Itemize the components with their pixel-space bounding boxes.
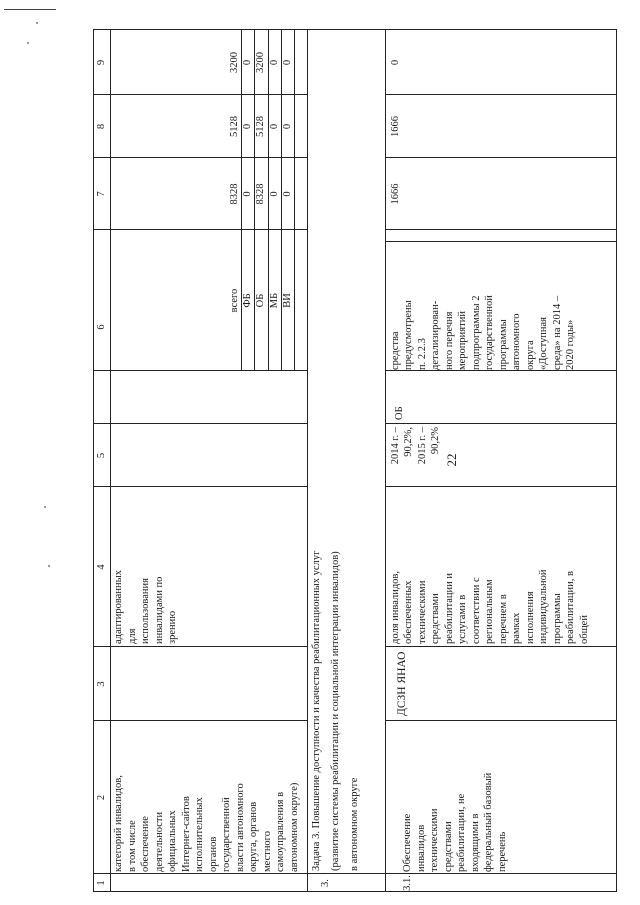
cell-text: общей bbox=[579, 615, 590, 644]
funding-value: 3200 bbox=[229, 52, 240, 73]
col-rule bbox=[93, 873, 617, 874]
cell-text: инвалидами по bbox=[154, 576, 165, 644]
header-col-5: 5 bbox=[96, 452, 107, 459]
header-col-4: 4 bbox=[96, 564, 107, 570]
page-number: 22 bbox=[444, 453, 459, 467]
cell-text: среда» на 2014 – bbox=[552, 295, 563, 370]
funding-value: 0 bbox=[390, 59, 401, 66]
col-rule bbox=[385, 423, 617, 424]
col-rule bbox=[93, 720, 307, 721]
cell-text: обеспеченных bbox=[403, 580, 414, 644]
cell-text: Интернет-сайтов bbox=[181, 796, 192, 872]
cell-text: государственной bbox=[484, 295, 495, 370]
cell-text: автономном округе) bbox=[289, 782, 300, 872]
funding-value: 5128 bbox=[229, 116, 240, 137]
cell-text: органов bbox=[208, 836, 219, 872]
cell-text: 2020 годы» bbox=[565, 319, 576, 370]
funding-value: 0 bbox=[242, 191, 253, 197]
funding-value: 0 bbox=[282, 191, 293, 197]
cell-text: исполнительных bbox=[194, 797, 205, 872]
cell-text: перечнем в bbox=[498, 594, 509, 644]
funding-value: 0 bbox=[282, 123, 293, 130]
cell-text: округа, органов bbox=[248, 801, 259, 872]
header-rule bbox=[4, 9, 56, 10]
cell-text: подпрограммы 2 bbox=[471, 295, 482, 370]
funding-value: 1666 bbox=[390, 183, 401, 205]
task-number: 3. bbox=[320, 879, 331, 887]
cell-text: предусмотрены bbox=[403, 300, 414, 370]
cell-text: перечень bbox=[497, 831, 508, 872]
funding-value: 5128 bbox=[255, 116, 266, 137]
header-col-7: 7 bbox=[96, 191, 107, 197]
row-number: 3.1. bbox=[402, 875, 413, 891]
cell-text: реабилитации и bbox=[444, 573, 455, 644]
cell-text: округа bbox=[525, 340, 536, 370]
funding-source: МБ bbox=[269, 292, 280, 309]
funding-value: 0 bbox=[282, 59, 293, 66]
header-col-1: 1 bbox=[96, 880, 107, 886]
rotated-table bbox=[93, 30, 617, 892]
cell-text: региональным bbox=[484, 579, 495, 644]
cell-text: деятельности bbox=[154, 811, 165, 872]
cell-text: Обеспечение bbox=[402, 813, 413, 872]
col-rule bbox=[385, 94, 617, 95]
cell-text: входящими в bbox=[470, 813, 481, 872]
cell-text: обеспечение bbox=[140, 816, 151, 872]
col-rule bbox=[385, 646, 617, 647]
funding-value: 3200 bbox=[255, 52, 266, 73]
cell-text: для bbox=[127, 628, 138, 644]
cell-text: использования bbox=[140, 578, 151, 644]
cell-text: индивидуальной bbox=[538, 569, 549, 644]
cell-text: программы bbox=[498, 319, 509, 370]
target-value: 2015 г. – bbox=[417, 427, 428, 465]
col-rule bbox=[385, 229, 617, 230]
col-rule bbox=[385, 720, 617, 721]
funding-value: 1666 bbox=[390, 116, 401, 137]
source-col-rule bbox=[385, 241, 617, 242]
table-border-right bbox=[93, 29, 617, 30]
cell-text: зрению bbox=[167, 610, 178, 644]
col-rule bbox=[385, 157, 617, 158]
table-border-left bbox=[93, 891, 617, 892]
cell-text: инвалидов bbox=[416, 824, 427, 872]
cell-text: программы bbox=[552, 593, 563, 644]
header-rule bbox=[110, 30, 111, 892]
cell-text: средствами bbox=[443, 821, 454, 872]
cell-text: техническими bbox=[429, 808, 440, 872]
funding-value: 0 bbox=[242, 59, 253, 66]
cell-text: федеральный базовый bbox=[483, 772, 494, 872]
cell-text: детализирован- bbox=[430, 300, 441, 370]
cell-text: власти автономного bbox=[235, 783, 246, 872]
scan-speck bbox=[36, 22, 38, 24]
table-border-bottom bbox=[616, 30, 617, 892]
cell-text: средства bbox=[390, 331, 401, 370]
task-title: в автономном округе bbox=[349, 777, 360, 871]
funding-source: всего bbox=[229, 288, 240, 313]
row-rule bbox=[385, 30, 386, 892]
cell-text: реабилитации, в bbox=[565, 571, 576, 644]
header-col-8: 8 bbox=[96, 123, 107, 130]
col-rule bbox=[93, 486, 307, 487]
cell-text: в том числе bbox=[127, 820, 138, 872]
cell-text: реабилитации, не bbox=[456, 793, 467, 872]
funding-value: 0 bbox=[269, 123, 280, 130]
cell-text: местного bbox=[262, 831, 273, 872]
header-col-2: 2 bbox=[96, 794, 107, 801]
funding-value: 8328 bbox=[229, 183, 240, 205]
cell-text: самоуправления в bbox=[275, 791, 286, 872]
cell-text: п. 2.2.3 bbox=[417, 338, 428, 370]
cell-text: мероприятий bbox=[457, 311, 468, 370]
cell-text: доля инвалидов, bbox=[390, 571, 401, 644]
funding-value: 0 bbox=[269, 191, 280, 197]
scan-speck bbox=[48, 565, 50, 567]
cell-text: адаптированных bbox=[113, 570, 124, 644]
funding-value: 0 bbox=[242, 123, 253, 130]
col-rule bbox=[385, 370, 617, 371]
target-value: 90,2% bbox=[430, 427, 441, 455]
funding-source: ОБ bbox=[394, 406, 405, 420]
header-col-6: 6 bbox=[96, 324, 107, 330]
executor-cell: ДСЗН ЯНАО bbox=[396, 651, 408, 716]
scan-speck bbox=[27, 42, 29, 44]
col-rule bbox=[385, 486, 617, 487]
cell-text: средствами bbox=[430, 593, 441, 644]
funding-value: 8328 bbox=[255, 183, 266, 205]
cell-text: официальных bbox=[167, 810, 178, 872]
table-border-top bbox=[93, 30, 94, 892]
col-rule bbox=[93, 423, 307, 424]
cell-text: рамках bbox=[511, 612, 522, 644]
cell-text: «Доступная bbox=[538, 316, 549, 370]
header-col-3: 3 bbox=[96, 681, 107, 687]
cell-text: соответствии с bbox=[471, 577, 482, 644]
task-title: (развитие системы реабилитации и социальной интеграции инвалидов) bbox=[330, 551, 341, 871]
funding-rule bbox=[294, 30, 295, 371]
funding-source: ВИ bbox=[282, 293, 293, 308]
target-value: 2014 г. – bbox=[390, 427, 401, 465]
header-col-9: 9 bbox=[96, 59, 107, 66]
funding-source: ФБ bbox=[242, 293, 253, 308]
cell-text: услугами в bbox=[457, 594, 468, 644]
task-title: Задача 3. Повышение доступности и качества реабилитационных услуг bbox=[311, 550, 322, 871]
funding-value: 0 bbox=[269, 59, 280, 66]
row-rule bbox=[307, 30, 308, 892]
funding-source: ОБ bbox=[255, 293, 266, 308]
table-canvas bbox=[93, 30, 617, 892]
cell-text: техническими bbox=[417, 580, 428, 644]
target-value: 90,2%, bbox=[403, 427, 414, 457]
scan-speck bbox=[44, 506, 46, 508]
col-rule bbox=[93, 646, 307, 647]
cell-text: исполнения bbox=[525, 591, 536, 644]
cell-text: ного перечня bbox=[444, 311, 455, 370]
cell-text: государственной bbox=[221, 797, 232, 872]
cell-text: категорий инвалидов, bbox=[113, 775, 124, 872]
cell-text: автономного bbox=[511, 313, 522, 370]
